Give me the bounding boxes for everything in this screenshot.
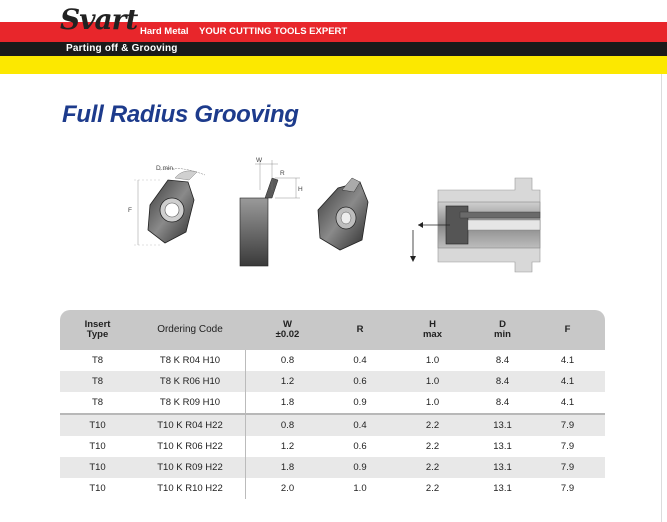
table-row	[60, 413, 605, 436]
table-row	[60, 436, 605, 457]
label-f: F	[128, 207, 132, 214]
header-h	[390, 310, 475, 350]
cell-insert-type: T10	[89, 462, 106, 473]
cell-w: 1.2	[280, 376, 295, 387]
table-row	[60, 350, 605, 371]
cell-f: 7.9	[560, 483, 575, 494]
header-insert-type-line1: Insert	[84, 319, 111, 330]
cell-d: 8.4	[495, 376, 510, 387]
brand-tagline: YOUR CUTTING TOOLS EXPERT	[199, 26, 348, 37]
label-h: H	[298, 186, 303, 193]
cell-w: 2.0	[280, 483, 295, 494]
cell-insert-type: T10	[89, 420, 106, 431]
cell-d: 13.1	[493, 441, 512, 452]
cell-f: 4.1	[560, 376, 575, 387]
cell-insert-type: T10	[89, 483, 106, 494]
insert-front-view	[128, 165, 205, 245]
label-d-min: D min.	[156, 165, 175, 172]
grooving-application	[410, 178, 540, 272]
table-row	[60, 478, 605, 499]
cell-d: 8.4	[495, 355, 510, 366]
cell-ordering-code: T10 K R10 H22	[157, 483, 223, 494]
cell-ordering-code: T10 K R09 H22	[157, 462, 223, 473]
header-yellow-band	[0, 56, 667, 74]
header-d	[475, 310, 530, 350]
table-header-row	[60, 310, 605, 350]
cell-h: 1.0	[425, 376, 440, 387]
header-f: F	[564, 324, 571, 335]
insert-3d-view	[318, 178, 368, 250]
cell-h: 2.2	[425, 420, 440, 431]
header-insert-type-line2: Type	[86, 329, 109, 340]
cell-ordering-code: T10 K R06 H22	[157, 441, 223, 452]
cell-f: 4.1	[560, 355, 575, 366]
header-d-line1: D	[499, 319, 506, 330]
header-w	[245, 310, 330, 350]
header-insert-type	[60, 310, 135, 350]
cell-f: 7.9	[560, 441, 575, 452]
cell-r: 0.6	[353, 376, 367, 387]
cell-w: 1.8	[280, 397, 295, 408]
brand-line	[140, 26, 347, 37]
insert-side-view	[240, 157, 303, 266]
cell-insert-type: T8	[91, 376, 104, 387]
label-r: R	[280, 170, 285, 177]
cell-w: 0.8	[280, 355, 295, 366]
cell-ordering-code: T8 K R06 H10	[159, 376, 221, 387]
table-row	[60, 371, 605, 392]
cell-w: 1.2	[280, 441, 295, 452]
header-h-line1: H	[429, 319, 436, 330]
page-title: Full Radius Grooving	[62, 101, 299, 128]
cell-r: 0.4	[353, 420, 367, 431]
brand-name: Hard Metal	[140, 26, 189, 37]
cell-d: 8.4	[495, 397, 510, 408]
specification-table	[60, 310, 605, 499]
header-h-line2: max	[422, 329, 442, 340]
header-w-line2: ±0.02	[275, 329, 300, 340]
cell-r: 0.9	[353, 397, 367, 408]
cell-ordering-code: T10 K R04 H22	[157, 420, 223, 431]
cell-h: 1.0	[425, 355, 440, 366]
insert-illustrations	[120, 150, 560, 275]
table-row	[60, 457, 605, 478]
cell-r: 0.4	[353, 355, 367, 366]
cell-insert-type: T8	[91, 397, 104, 408]
cell-h: 2.2	[425, 441, 440, 452]
cell-d: 13.1	[493, 420, 512, 431]
cell-ordering-code: T8 K R09 H10	[159, 397, 221, 408]
cell-f: 7.9	[560, 462, 575, 473]
cell-r: 1.0	[353, 483, 367, 494]
cell-d: 13.1	[493, 462, 512, 473]
header-w-line1: W	[283, 319, 292, 330]
cell-insert-type: T10	[89, 441, 106, 452]
cell-insert-type: T8	[91, 355, 104, 366]
cell-d: 13.1	[493, 483, 512, 494]
header-ordering-code: Ordering Code	[157, 324, 223, 335]
section-label: Parting off & Grooving	[66, 43, 178, 54]
cell-f: 4.1	[560, 397, 575, 408]
cell-r: 0.6	[353, 441, 367, 452]
cell-h: 1.0	[425, 397, 440, 408]
header-r: R	[356, 324, 364, 335]
label-w: W	[256, 157, 263, 164]
cell-h: 2.2	[425, 462, 440, 473]
cell-r: 0.9	[353, 462, 367, 473]
cell-h: 2.2	[425, 483, 440, 494]
cell-ordering-code: T8 K R04 H10	[159, 355, 221, 366]
table-row	[60, 392, 605, 413]
cell-f: 7.9	[560, 420, 575, 431]
header-d-line2: min	[494, 329, 511, 340]
cell-w: 0.8	[280, 420, 295, 431]
page-edge-rule	[661, 74, 662, 522]
cell-w: 1.8	[280, 462, 295, 473]
brand-logo: Svart	[60, 3, 138, 36]
